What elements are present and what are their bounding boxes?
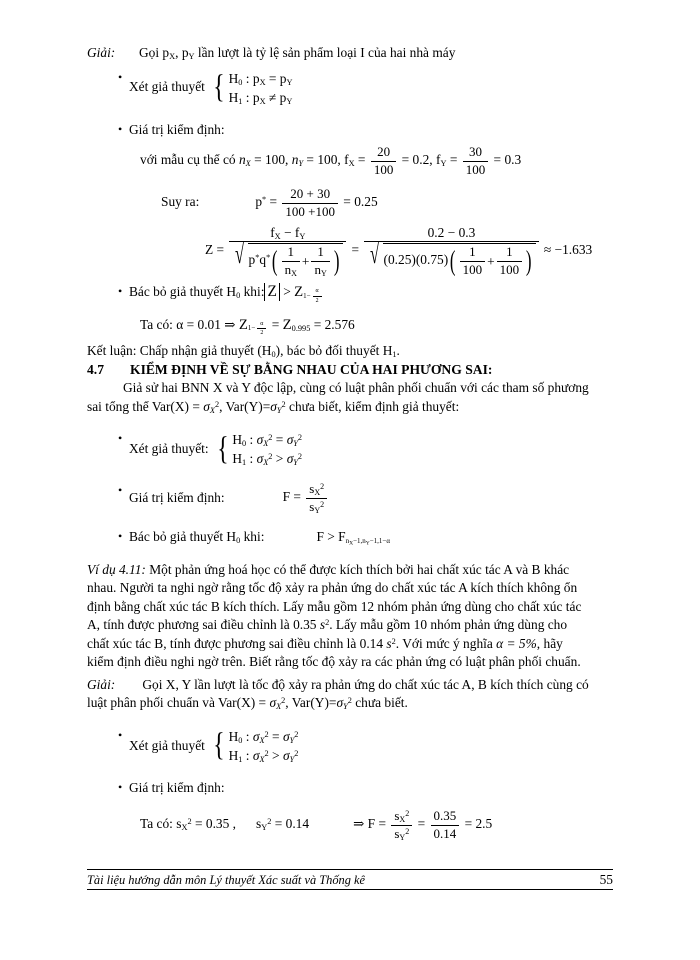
fraction-z-general — [229, 225, 346, 277]
radical-sign-icon: √ — [235, 239, 245, 270]
fraction-f-bottom: $\frac{s_X^2}{s_Y^2}$ — [391, 809, 412, 841]
left-brace: { — [213, 727, 225, 764]
hypothesis-h0-row: $H_0$ : $\sigma_X^2 = \sigma_Y^2$ — [232, 432, 303, 449]
bullet-rejection-top: • Bác bỏ giả thuyết $H_0$ khi: $Z > Z_{1- \frac{\alpha}{2}}$ — [87, 283, 613, 304]
bullet-test-statistic-variance — [87, 482, 613, 514]
hypothesis-h0-row: $H_0$ : $\sigma_X^2 = \sigma_Y^2$ — [228, 728, 299, 745]
z-alpha-subscript: 1− α 2 — [248, 324, 269, 332]
solution-bottom-line-2: luật phân phối chuẩn và $Var(X) = \sigma_X^2$, $Var(Y)=\sigma_Y^2$ chưa biết. — [87, 695, 408, 712]
z-denominator — [229, 239, 346, 278]
hypothesis-h1-row: $H_1$ : $p_X \ne p_Y$ — [228, 89, 293, 106]
example-line-6: kiểm định điều nghi ngờ trên. Biết rằng tốc độ xảy ra các phản ứng có luật phân phối chuẩn. — [87, 654, 581, 670]
z-numeric-numerator: 0.2 − 0.3 — [364, 225, 538, 242]
hypothesis-system-bottom — [211, 727, 298, 765]
hypothesis-h1-row: $H_1$ : $\sigma_X^2 > \sigma_Y^2$ — [232, 451, 303, 468]
section-intro-line-1: Giả sử hai BNN X và Y độc lập, cùng có luật phân phối chuẩn với các tham số phương — [123, 380, 589, 396]
fraction-f: $\frac{s_X^2}{s_Y^2}$ — [306, 482, 327, 514]
left-brace: { — [213, 68, 225, 105]
sqrt-numeric: √ (0.25)(0.75) ( $\frac{1}{100}$ + $\frac{1}{100}$ ) — [367, 243, 535, 277]
conclusion-line: Kết luận: Chấp nhận giả thuyết $(H_0)$, bác bỏ đối thuyết $H_1$. — [87, 342, 400, 359]
z-result: ≈ −1.633 — [540, 242, 593, 258]
fraction-pooled: $\frac{20 + 30}{100 +100}$ — [282, 187, 338, 219]
bullet-hypothesis-bottom-label: • Xét giả thuyết — [129, 737, 205, 753]
bullet-rejection-variance: • Bác bỏ giả thuyết $H_0$ khi: $F > F_{n_X-1,n_Y-1,1-\alpha}$ — [87, 528, 613, 547]
left-brace: { — [216, 430, 229, 467]
example-line-3: định bằng chất xúc tác B kích thích. Lấy mẫu gồm 12 nhóm phản ứng dùng cho chất xúc tác — [87, 598, 582, 614]
f-statistic-formula: F = $\frac{s_X^2}{s_Y^2}$ — [283, 482, 330, 514]
fraction-1-over-nx: $\frac{1}{n_X}$ — [282, 245, 300, 277]
page-footer — [87, 869, 613, 890]
bullet-hypothesis-top — [87, 69, 613, 107]
bullet-hypothesis-label: • Xét giả thuyết — [129, 79, 205, 95]
hypothesis-system-proportions — [211, 69, 293, 107]
right-paren: ) — [526, 245, 532, 277]
z-numeric-denominator — [364, 239, 538, 277]
example-paragraph — [87, 561, 613, 580]
solution-bottom-label: Giải: — [87, 676, 116, 692]
example-line-2: nhau. Người ta nghi ngờ rằng tốc độ xảy ra phản ứng do chất xúc tác A kích thích không ổn — [87, 580, 578, 596]
section-title: KIỂM ĐỊNH VỀ SỰ BẰNG NHAU CỦA HAI PHƯƠNG SAI: — [130, 362, 493, 378]
section-intro-line-2: sai tổng thể $Var(X) = \sigma_X^2$, $Var(Y)=\sigma_Y^2$ chưa biết, kiểm định giả thuyết: — [87, 398, 460, 415]
example-line-4: A, tính được phương sai điều chỉnh là 0.35 $s^2$. Lấy mẫu gồm 10 nhóm phản ứng dùng cho — [87, 617, 568, 633]
radical-sign-icon: √ — [370, 239, 380, 270]
hypothesis-h1-row: $H_1$ : $\sigma_X^2 > \sigma_Y^2$ — [228, 747, 299, 764]
page-number: 55 — [599, 872, 613, 887]
example-line-5: chất xúc tác B, tính được phương sai điều chỉnh là 0.14 $s^2$. Với mức ý nghĩa α = 5%, hãy — [87, 635, 563, 651]
bullet-test-statistic-bottom — [87, 779, 613, 798]
bullet-test-statistic-variance-label: • Giá trị kiểm định: — [129, 490, 225, 506]
alpha-critical-line: Ta có: α = 0.01 ⇒ $Z_{1- \frac{\alpha}{2}}$ = $Z_{0.995} = 2.576$ — [140, 316, 355, 337]
z-statistic-formula: Z = $f_X - f_Y$ √ p*q* ( $\frac{1}{n_X}$ + $\frac{1}{n_Y}$ ) = 0.2 − 0.3 √ (0.25)(0.75) ( $\frac{1}{100}$ + $\frac{1}{100}$ ) ≈ −1.633 — [205, 225, 593, 278]
bullet-hypothesis-variance-label: • Xét giả thuyết: — [129, 441, 209, 457]
section-number: 4.7 — [87, 362, 104, 378]
right-paren: ) — [333, 245, 340, 277]
hypothesis-system-variance — [215, 430, 302, 468]
sqrt-general: √ p*q* ( $\frac{1}{n_X}$ + $\frac{1}{n_Y}$ ) — [232, 243, 343, 277]
z-critical-subscript: 1− α 2 — [303, 292, 324, 300]
fraction-1-over-100-a: $\frac{1}{100}$ — [460, 245, 485, 277]
pooled-proportion-line: Suy ra: p* = $\frac{20 + 30}{100 +100}$ = 0.25 — [161, 186, 378, 219]
fraction-1-over-ny: $\frac{1}{n_Y}$ — [311, 245, 329, 277]
bullet-test-statistic-bottom-label: Giá trị kiểm định: — [129, 779, 225, 795]
bullet-hypothesis-bottom — [87, 727, 613, 765]
variance-values-line: Ta có: $s_X^2 = 0.35$ , $s_Y^2 = 0.14$ ⇒ F = $\frac{s_X^2}{s_Y^2}$ = $\frac{0.35}{0.14}$ = 2.5 — [140, 808, 493, 842]
sample-values-line: với mẫu cụ thể có $n_X = 100$, $n_Y = 100$, $f_X$ = $\frac{20}{100}$ = 0.2, $f_Y$ = $\frac{30}{100}$ = 0.3 — [140, 144, 522, 177]
absolute-value-z: Z — [264, 283, 279, 301]
fraction-z-numeric — [364, 225, 538, 277]
bullet-test-statistic-label: Giá trị kiểm định: — [129, 121, 225, 137]
page-content — [87, 44, 613, 842]
fraction-fx: $\frac{20}{100}$ — [371, 145, 396, 177]
section-heading — [87, 360, 613, 379]
example-label: Ví dụ 4.11: — [87, 561, 146, 577]
footer-text: Tài liệu hướng dẫn môn Lý thuyết Xác suất và Thống kê — [87, 873, 366, 887]
example-line-1: Một phản ứng hoá học có thể được kích thích bởi hai chất xúc tác A và B khác — [145, 561, 570, 577]
hypothesis-h0-row: $H_0$ : $p_X = p_Y$ — [228, 70, 293, 87]
z-numerator: $f_X - f_Y$ — [229, 225, 346, 242]
bullet-test-statistic-top — [87, 121, 613, 140]
solution-label: Giải: — [87, 45, 116, 60]
suyra-label: Suy ra: — [161, 194, 200, 210]
solution-top-intro — [87, 44, 613, 63]
fraction-fy: $\frac{30}{100}$ — [463, 145, 488, 177]
f-critical-subscript: nX−1,nY−1,1−α — [345, 537, 390, 547]
left-paren: ( — [272, 245, 278, 277]
left-paren: ( — [450, 245, 456, 277]
fraction-1-over-100-b: $\frac{1}{100}$ — [497, 245, 522, 277]
solution-intro-text: Gọi $p_X$, $p_Y$ lần lượt là tỷ lệ sản phẩm loại I của hai nhà máy — [139, 45, 456, 62]
solution-bottom-line-1: Giải: Gọi X, Y lần lượt là tốc độ xảy ra phản ứng do chất xúc tác A, B kích thích cùng có — [87, 676, 613, 695]
bullet-hypothesis-variance — [87, 430, 613, 468]
fraction-f-numeric: $\frac{0.35}{0.14}$ — [431, 809, 460, 841]
